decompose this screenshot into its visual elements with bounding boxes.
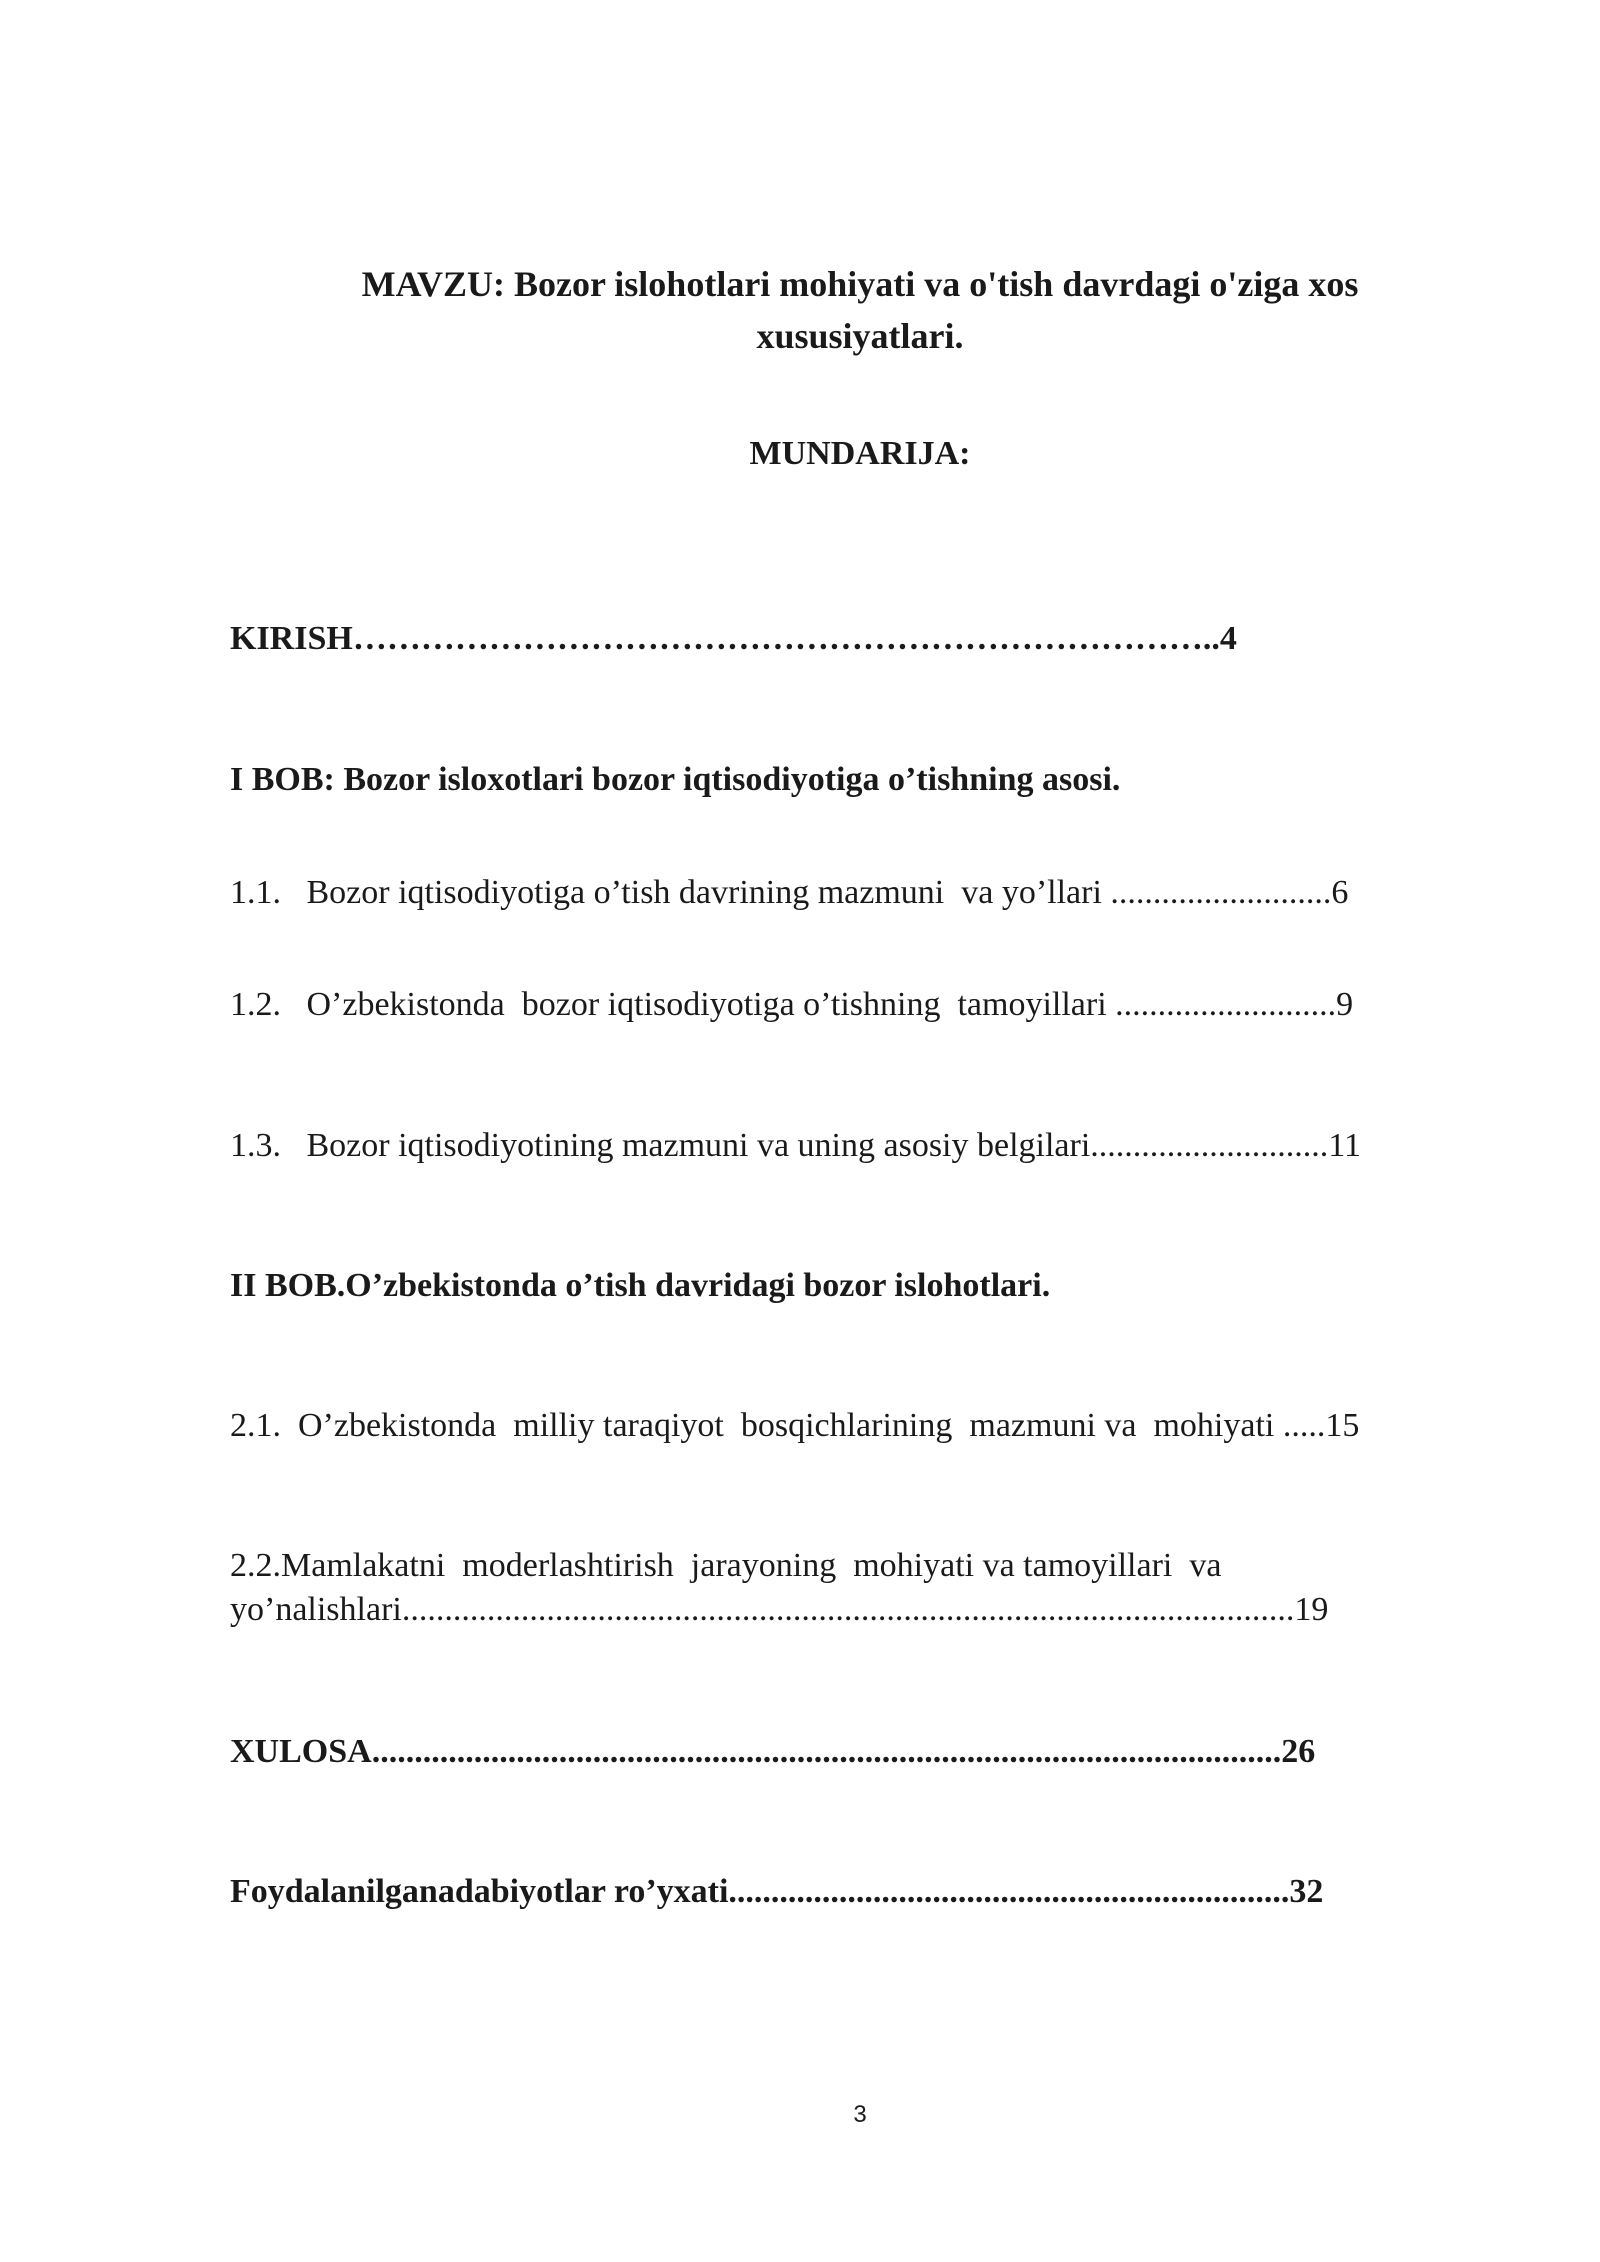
toc-entry-1-3: 1.3. Bozor iqtisodiyotining mazmuni va uning asosiy belgilari............................11 <box>230 1127 1362 1164</box>
document-title: MAVZU: Bozor islohotlari mohiyati va o'tish davrdagi o'ziga xos xususiyatlari. <box>361 264 1359 356</box>
toc-entry-xulosa: XULOSA...........................................................................................................26 <box>230 1733 1316 1770</box>
toc-chapter-1: I BOB: Bozor isloxotlari bozor iqtisodiyotiga o’tishning asosi. <box>230 761 1121 798</box>
toc-entry-1-2: 1.2. O’zbekistonda bozor iqtisodiyotiga o’tishning tamoyillari ..........................9 <box>230 986 1354 1023</box>
toc-entry-2-2-line2: yo’nalishlari.........................................................................................................19 <box>230 1591 1329 1628</box>
toc-entry-2-2-line1: 2.2.Mamlakatni moderlashtirish jarayoning mohiyati va tamoyillari va <box>230 1547 1222 1584</box>
toc-entry-1-1: 1.1. Bozor iqtisodiyotiga o’tish davrining mazmuni va yo’llari ..........................6 <box>230 874 1349 911</box>
toc-heading: MUNDARIJA: <box>749 435 971 472</box>
toc-chapter-2: II BOB.O’zbekistonda o’tish davridagi bozor islohotlari. <box>230 1267 1051 1304</box>
page-number: 3 <box>853 2101 867 2128</box>
toc-entry-2-1: 2.1. O’zbekistonda milliy taraqiyot bosqichlarining mazmuni va mohiyati .....15 <box>230 1407 1360 1444</box>
toc-entry-adabiyotlar: Foydalanilganadabiyotlar ro’yxati..................................................................32 <box>230 1873 1324 1910</box>
toc-entry-kirish: KIRISH…………………………………………………………………..4 <box>230 620 1237 657</box>
